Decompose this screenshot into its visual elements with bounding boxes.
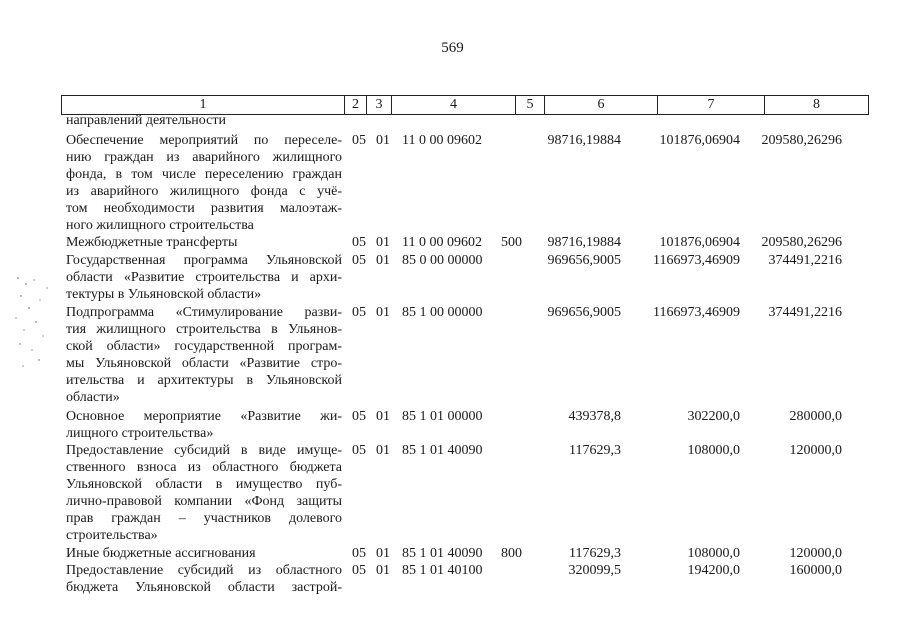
row-name xyxy=(66,305,342,406)
target-article-code: 85 1 01 40090 xyxy=(402,443,483,458)
amount-col-6: 98716,19884 xyxy=(547,133,621,148)
header-cell-4: 4 xyxy=(392,96,516,115)
row-name-line: ской области» государственной програм- xyxy=(66,338,342,354)
header-cell-2: 2 xyxy=(345,96,367,115)
amount-col-6: 117629,3 xyxy=(569,546,621,561)
row-name-line: ного жилищного строительства xyxy=(66,217,254,233)
amount-col-8: 120000,0 xyxy=(789,443,842,458)
section-code: 05 xyxy=(352,563,366,578)
header-cell-7: 7 xyxy=(658,96,765,115)
row-name-line: ственного взноса из областного бюджета xyxy=(66,459,342,475)
subsection-code: 01 xyxy=(376,253,390,268)
section-code: 05 xyxy=(352,443,366,458)
header-cell-5: 5 xyxy=(516,96,545,115)
amount-col-7: 108000,0 xyxy=(687,546,740,561)
row-name-line: Ульяновской области в имущество пуб- xyxy=(66,476,342,492)
row-name-line: Обеспечение мероприятий по переселе- xyxy=(66,133,342,148)
amount-col-8: 209580,26296 xyxy=(761,235,842,250)
header-cell-3: 3 xyxy=(367,96,392,115)
row-name xyxy=(66,409,342,443)
target-article-code: 85 1 01 40090 xyxy=(402,546,483,561)
column-header-row xyxy=(62,96,869,115)
row-name-line: прав граждан – участников долевого xyxy=(66,510,342,526)
row-name-line: тия жилищного строительства в Ульянов- xyxy=(66,321,342,337)
row-name-line: том необходимости развития малоэтаж- xyxy=(66,200,342,216)
header-cell-8: 8 xyxy=(765,96,869,115)
column-header-table xyxy=(61,95,869,115)
row-name-line: строительства» xyxy=(66,527,158,543)
subsection-code: 01 xyxy=(376,546,390,561)
subsection-code: 01 xyxy=(376,305,390,320)
row-name-line: нию граждан из аварийного жилищного xyxy=(66,149,342,165)
row-name xyxy=(66,443,342,544)
target-article-code: 85 1 01 00000 xyxy=(402,409,483,424)
amount-col-7: 1166973,46909 xyxy=(653,253,740,268)
amount-col-7: 302200,0 xyxy=(687,409,740,424)
row-name-line: фонда, в том числе переселению граждан xyxy=(66,166,342,182)
section-code: 05 xyxy=(352,235,366,250)
row-name xyxy=(66,563,342,597)
amount-col-8: 160000,0 xyxy=(789,563,842,578)
expense-type-code: 800 xyxy=(501,546,522,561)
subsection-code: 01 xyxy=(376,235,390,250)
amount-col-6: 117629,3 xyxy=(569,443,621,458)
row-name-line: области» xyxy=(66,389,120,405)
row-name-line: Подпрограмма «Стимулирование разви- xyxy=(66,305,342,320)
target-article-code: 11 0 00 09602 xyxy=(402,133,482,148)
row-name-line: области «Развитие строительства и архи- xyxy=(66,269,342,285)
row-name-line: направлений деятельности xyxy=(66,113,226,128)
row-name-line: лищного строительства» xyxy=(66,425,214,441)
page-number: 569 xyxy=(441,40,464,56)
amount-col-8: 374491,2216 xyxy=(768,305,842,320)
amount-col-6: 439378,8 xyxy=(568,409,621,424)
row-name-line: Основное мероприятие «Развитие жи- xyxy=(66,409,342,424)
section-code: 05 xyxy=(352,409,366,424)
section-code: 05 xyxy=(352,133,366,148)
amount-col-7: 101876,06904 xyxy=(659,235,740,250)
scan-noise xyxy=(12,270,52,380)
section-code: 05 xyxy=(352,305,366,320)
row-name-line: лично-правовой компании «Фонд защиты xyxy=(66,493,342,509)
amount-col-8: 280000,0 xyxy=(789,409,842,424)
section-code: 05 xyxy=(352,253,366,268)
amount-col-6: 969656,9005 xyxy=(547,253,621,268)
amount-col-8: 374491,2216 xyxy=(768,253,842,268)
amount-col-6: 320099,5 xyxy=(568,563,621,578)
target-article-code: 11 0 00 09602 xyxy=(402,235,482,250)
subsection-code: 01 xyxy=(376,563,390,578)
target-article-code: 85 1 00 00000 xyxy=(402,305,483,320)
header-cell-1: 1 xyxy=(62,96,345,115)
amount-col-7: 1166973,46909 xyxy=(653,305,740,320)
target-article-code: 85 0 00 00000 xyxy=(402,253,483,268)
section-code: 05 xyxy=(352,546,366,561)
expense-type-code: 500 xyxy=(501,235,522,250)
subsection-code: 01 xyxy=(376,409,390,424)
amount-col-7: 108000,0 xyxy=(687,443,740,458)
row-name xyxy=(66,133,342,234)
row-name-line: Предоставление субсидий из областного xyxy=(66,563,342,578)
row-name-line: мы Ульяновской области «Развитие стро- xyxy=(66,355,342,371)
row-name-line: бюджета Ульяновской области застрой- xyxy=(66,579,342,595)
amount-col-6: 969656,9005 xyxy=(547,305,621,320)
amount-col-8: 120000,0 xyxy=(789,546,842,561)
row-name-line: Иные бюджетные ассигнования xyxy=(66,546,256,561)
row-name-line: из аварийного жилищного фонда с учё- xyxy=(66,183,342,199)
row-name-line: тектуры в Ульяновской области» xyxy=(66,286,262,302)
row-name-line: Государственная программа Ульяновской xyxy=(66,253,342,268)
target-article-code: 85 1 01 40100 xyxy=(402,563,483,578)
amount-col-7: 101876,06904 xyxy=(659,133,740,148)
row-name-line: Межбюджетные трансферты xyxy=(66,235,238,250)
amount-col-8: 209580,26296 xyxy=(761,133,842,148)
subsection-code: 01 xyxy=(376,133,390,148)
row-name xyxy=(66,113,342,130)
amount-col-7: 194200,0 xyxy=(687,563,740,578)
row-name xyxy=(66,235,342,252)
row-name xyxy=(66,546,342,563)
subsection-code: 01 xyxy=(376,443,390,458)
row-name xyxy=(66,253,342,304)
row-name-line: ительства и архитектуры в Ульяновской xyxy=(66,372,342,388)
amount-col-6: 98716,19884 xyxy=(547,235,621,250)
header-cell-6: 6 xyxy=(545,96,658,115)
row-name-line: Предоставление субсидий в виде имуще- xyxy=(66,443,342,458)
